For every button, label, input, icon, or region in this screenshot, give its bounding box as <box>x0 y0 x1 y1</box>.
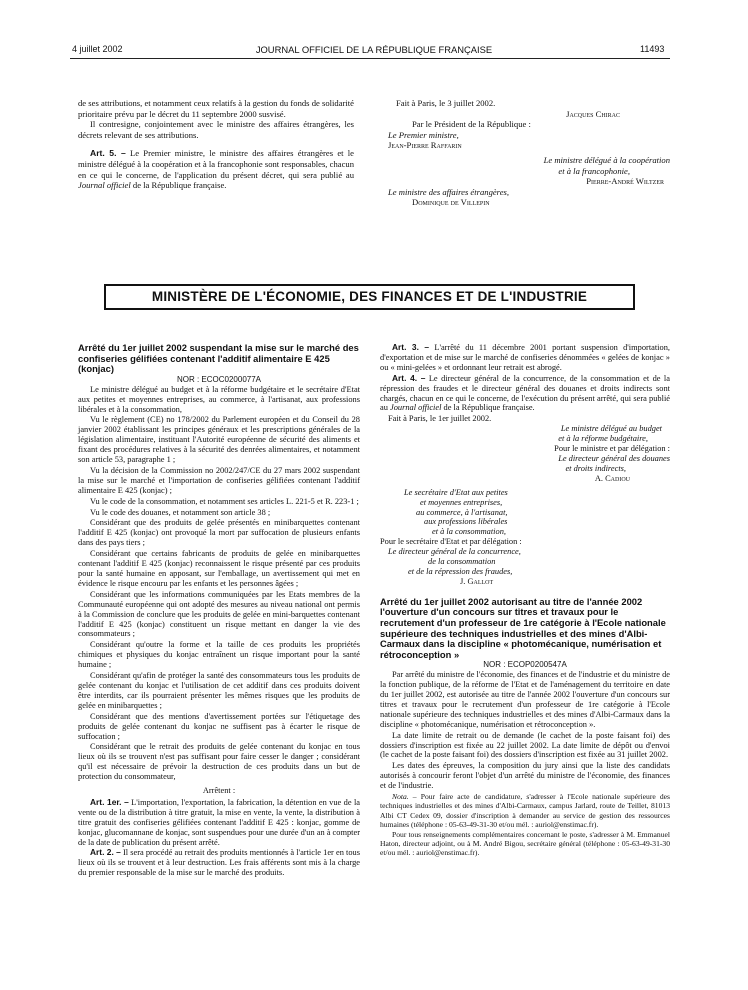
ministry-title: MINISTÈRE DE L'ÉCONOMIE, DES FINANCES ET DE L'INDUSTRIE <box>151 289 588 304</box>
budget-title: Le ministre délégué au budget <box>560 424 662 434</box>
nota-2: Pour tous renseignements complémentaires concernant le poste, s'adresser à M. Emmanuel Haton, directeur adjoint, ou à M. André Bigou, secrétaire général (téléphone : 05-63-49-31-30 et/ou mél. : auriol@enstimac.fr). <box>380 829 670 858</box>
article-3: Art. 3. – L'arrêté du 11 décembre 2001 portant suspension d'importation, d'exportation et de mise sur le marché de confiseries dénommées « gelées de konjac » ou « mini-gelées » et ordonnant leur retrait est abrogé. <box>380 342 670 372</box>
paragraph: Vu la décision de la Commission no 2002/247/CE du 27 mars 2002 suspendant la mise sur le marché et l'importation de confiseries gélifiées contenant l'additif alimentaire E 425 (konjac) ; <box>78 465 360 495</box>
pm-name: Jean-Pierre Raffarin <box>388 140 462 151</box>
page-number: 11493 <box>640 44 665 54</box>
dgccrf-title: de la consommation <box>428 557 496 567</box>
se-title: Le secrétaire d'Etat aux petites <box>404 487 508 497</box>
budget-title-2: et à la réforme budgétaire, <box>558 434 648 444</box>
dgccrf-title: et de la répression des fraudes, <box>408 566 513 576</box>
paragraph: La date limite de retrait ou de demande (le cachet de la poste faisant foi) des dossiers d'inscription est fixée au 22 juillet 2002. La date limite de dépôt ou d'envoi (le cachet de la poste faisant foi) des dossiers d'inscription est fixée au 31 juillet 2002. <box>380 730 670 760</box>
se-title: et moyennes entreprises, <box>420 497 503 507</box>
top-right-signatures <box>388 98 670 208</box>
by-delegation: Pour le ministre et par délégation : <box>554 444 670 454</box>
douanes-name: A. Cadiou <box>594 473 630 483</box>
paragraph: Vu le règlement (CE) no 178/2002 du Parlement européen et du Conseil du 28 janvier 2002 établissant les principes généraux et les prescriptions générales de la législation alimentaire, instituant l'Autorité européenne de sécurité des aliments et fixant des procédures relatives à la sécurité des denrées alimentaires, et notamment son article 53, paragraphe 1 ; <box>78 415 360 465</box>
header-rule <box>70 58 670 59</box>
article-5: Art. 5. – Le Premier ministre, le ministre des affaires étrangères et le ministre délégué à la coopération et à la francophonie sont responsables, chacun en ce qui le concerne, de l'application du présent décret, qui sera publié au Journal officiel de la République française. <box>78 148 354 191</box>
paragraph: Considérant que le retrait des produits de gelée contenant du konjac en tous lieux où ils se trouvent n'est pas suffisant pour faire cesser le danger ; considérant qu'il est nécessaire de prévoir la destruction de ces produits dans un but de protection du consommateur, <box>78 742 360 782</box>
signatory-name: Jacques Chirac <box>566 108 620 119</box>
nor-reference: NOR : ECOC0200077A <box>176 374 262 384</box>
paragraph: de ses attributions, et notamment ceux relatifs à la gestion du fonds de solidarité prioritaire prévu par le décret du 11 septembre 2000 susvisé. <box>78 98 354 119</box>
se-title: et à la consommation, <box>432 527 506 537</box>
paragraph: Vu le code de la consommation, et notamment ses articles L. 221-5 et R. 223-1 ; <box>90 496 359 506</box>
paragraph: Considérant que les informations communiquées par les Etats membres de la Communauté européenne qui ont adopté des mesures au niveau national ont permis à la Commission de conclure que les produits de gelée en mini-barquettes contenant l'additif E 425 (konjac) constituent un risque mettant en danger la vie des consommateurs ; <box>78 589 360 639</box>
paragraph: Le ministre délégué au budget et à la réforme budgétaire et le secrétaire d'Etat aux petites et moyennes entreprises, au commerce, à l'artisanat, aux professions libérales et à la consommation, <box>78 384 360 414</box>
se-title: aux professions libérales <box>424 517 508 527</box>
paragraph: Les dates des épreuves, la composition du jury ainsi que la liste des candidats autorisés à concourir feront l'objet d'un arrêté du ministre de l'économie, des finances et de l'industrie. <box>380 761 670 791</box>
nor-reference-2: NOR : ECOP0200547A <box>483 660 567 670</box>
paragraph: Il contresigne, conjointement avec le ministre des affaires étrangères, les décrets relevant de ses attributions. <box>78 119 354 140</box>
paragraph: Considérant que des mentions d'avertissement portées sur l'étiquetage des produits de gelée contenant du konjac ne suffisent pas à écarter le risque de suffocation ; <box>78 711 360 741</box>
top-left-column <box>78 98 354 192</box>
paragraph: Vu le code des douanes, et notamment son article 38 ; <box>90 507 271 517</box>
right-column <box>380 343 670 859</box>
decree-title: Arrêté du 1er juillet 2002 suspendant la mise sur le marché des confiseries gélifiées contenant l'additif alimentaire E 425 (konjac) <box>78 342 359 375</box>
paragraph: Par arrêté du ministre de l'économie, des finances et de l'industrie et du ministre de la fonction publique, de la réforme de l'Etat et de l'aménagement du territoire en date du 1er juillet 2002, est autorisée au titre de l'année 2002 l'ouverture d'un concours sur titres et travaux pour le recrutement d'un professeur de 1re catégorie à l'Ecole nationale supérieure des techniques industrielles et des mines d'Albi-Carmaux dans la discipline « photomécanique, numérisation et rétroconception ». <box>380 670 670 729</box>
by-president: Par le Président de la République : <box>412 119 531 130</box>
page-date: 4 juillet 2002 <box>72 44 123 54</box>
ministry-banner <box>104 284 635 310</box>
ae-name: Dominique de Villepin <box>412 197 490 208</box>
paragraph: Considérant que des produits de gelée présentés en minibarquettes contenant l'additif E 425 (konjac) ont provoqué la mort par suffocation de plusieurs enfants dans des pays tiers ; <box>78 518 360 548</box>
dgccrf-title: Le directeur général de la concurrence, <box>388 547 521 557</box>
article-1: Art. 1er. – L'importation, l'exportation, la fabrication, la détention en vue de la vente ou de la distribution à titre gratuit, la mise en vente, la vente, la distribution à titre gratuit des confiseries gélifiées contenant l'additif E 425 : konjac, gomme de konjac, glucomannane de konjac, sont suspendues pour une durée d'un an à compter de la date de publication du présent arrêté. <box>78 796 360 847</box>
coop-title: Le ministre délégué à la coopération <box>543 154 670 165</box>
coop-title-2: et à la francophonie, <box>558 165 630 176</box>
se-title: au commerce, à l'artisanat, <box>416 507 508 517</box>
article-4: Art. 4. – Le directeur général de la concurrence, de la consommation et de la répression des fraudes et le directeur général des douanes et droits indirects sont chargés, chacun en ce qui le concerne, de l'exécution du présent arrêté, qui sera publié au Journal officiel de la République française. <box>380 372 670 413</box>
douanes-title: Le directeur général des douanes <box>558 453 670 463</box>
left-column <box>78 343 360 879</box>
douanes-title-2: et droits indirects, <box>565 463 626 473</box>
coop-name: Pierre-André Wiltzer <box>586 176 664 187</box>
by-delegation-se: Pour le secrétaire d'Etat et par délégation : <box>380 537 522 547</box>
place-date: Fait à Paris, le 1er juillet 2002. <box>388 414 492 424</box>
decree-title-2: Arrêté du 1er juillet 2002 autorisant au titre de l'année 2002 l'ouverture d'un concours sur titres et travaux pour le recrutement d'un professeur de 1re catégorie à l'Ecole nationale supérieure des techniques industrielles et des mines d'Albi-Carmaux dans la discipline « photomécanique, numérisation et rétroconception » <box>380 595 666 660</box>
decree-body <box>78 385 360 782</box>
place-date: Fait à Paris, le 3 juillet 2002. <box>396 98 496 108</box>
dgccrf-name: J. Gallot <box>460 576 494 586</box>
paragraph: Considérant qu'outre la forme et la taille de ces produits les propriétés chimiques et physiques du konjac entraînent un risque important pour la santé humaine ; <box>78 640 360 670</box>
pm-title: Le Premier ministre, <box>388 129 459 140</box>
arretent: Arrêtent : <box>202 786 236 796</box>
paragraph: Considérant que certains fabricants de produits de gelée en minibarquettes contenant l'additif E 425 (konjac) reconnaissent le risque présenté par ces produits pour la santé humaine en apposant, sur l'emballage, un avertissement qui met en évidence le risque encouru par les enfants et les personnes âgées ; <box>78 549 360 588</box>
journal-title: JOURNAL OFFICIEL DE LA RÉPUBLIQUE FRANÇAISE <box>255 44 493 55</box>
paragraph: Considérant qu'afin de protéger la santé des consommateurs tous les produits de gelée contenant du konjac et l'utilisation de cet additif dans ces produits doivent être interdits, car ils pourraient présenter les mêmes risques que les produits de gelée en minibarquettes ; <box>78 671 360 710</box>
nota: Nota. – Pour faire acte de candidature, s'adresser à l'Ecole nationale supérieure des techniques industrielles et des mines d'Albi-Carmaux, campus Jarlard, route de Teillet, 81013 Albi CT Cedex 09, dossier d'inscription à demander au service de gestion des ressources humaines (téléphone : 05-63-49-31-30 et/ou mél. : auriol@enstimac.fr). <box>380 792 670 829</box>
ae-title: Le ministre des affaires étrangères, <box>388 186 510 197</box>
article-2: Art. 2. – Il sera procédé au retrait des produits mentionnés à l'article 1er en tous lieux où ils se trouvent et à leur destruction. Les frais afférents sont mis à la charge du premier responsable de la mise sur le marché des produits. <box>78 847 360 878</box>
